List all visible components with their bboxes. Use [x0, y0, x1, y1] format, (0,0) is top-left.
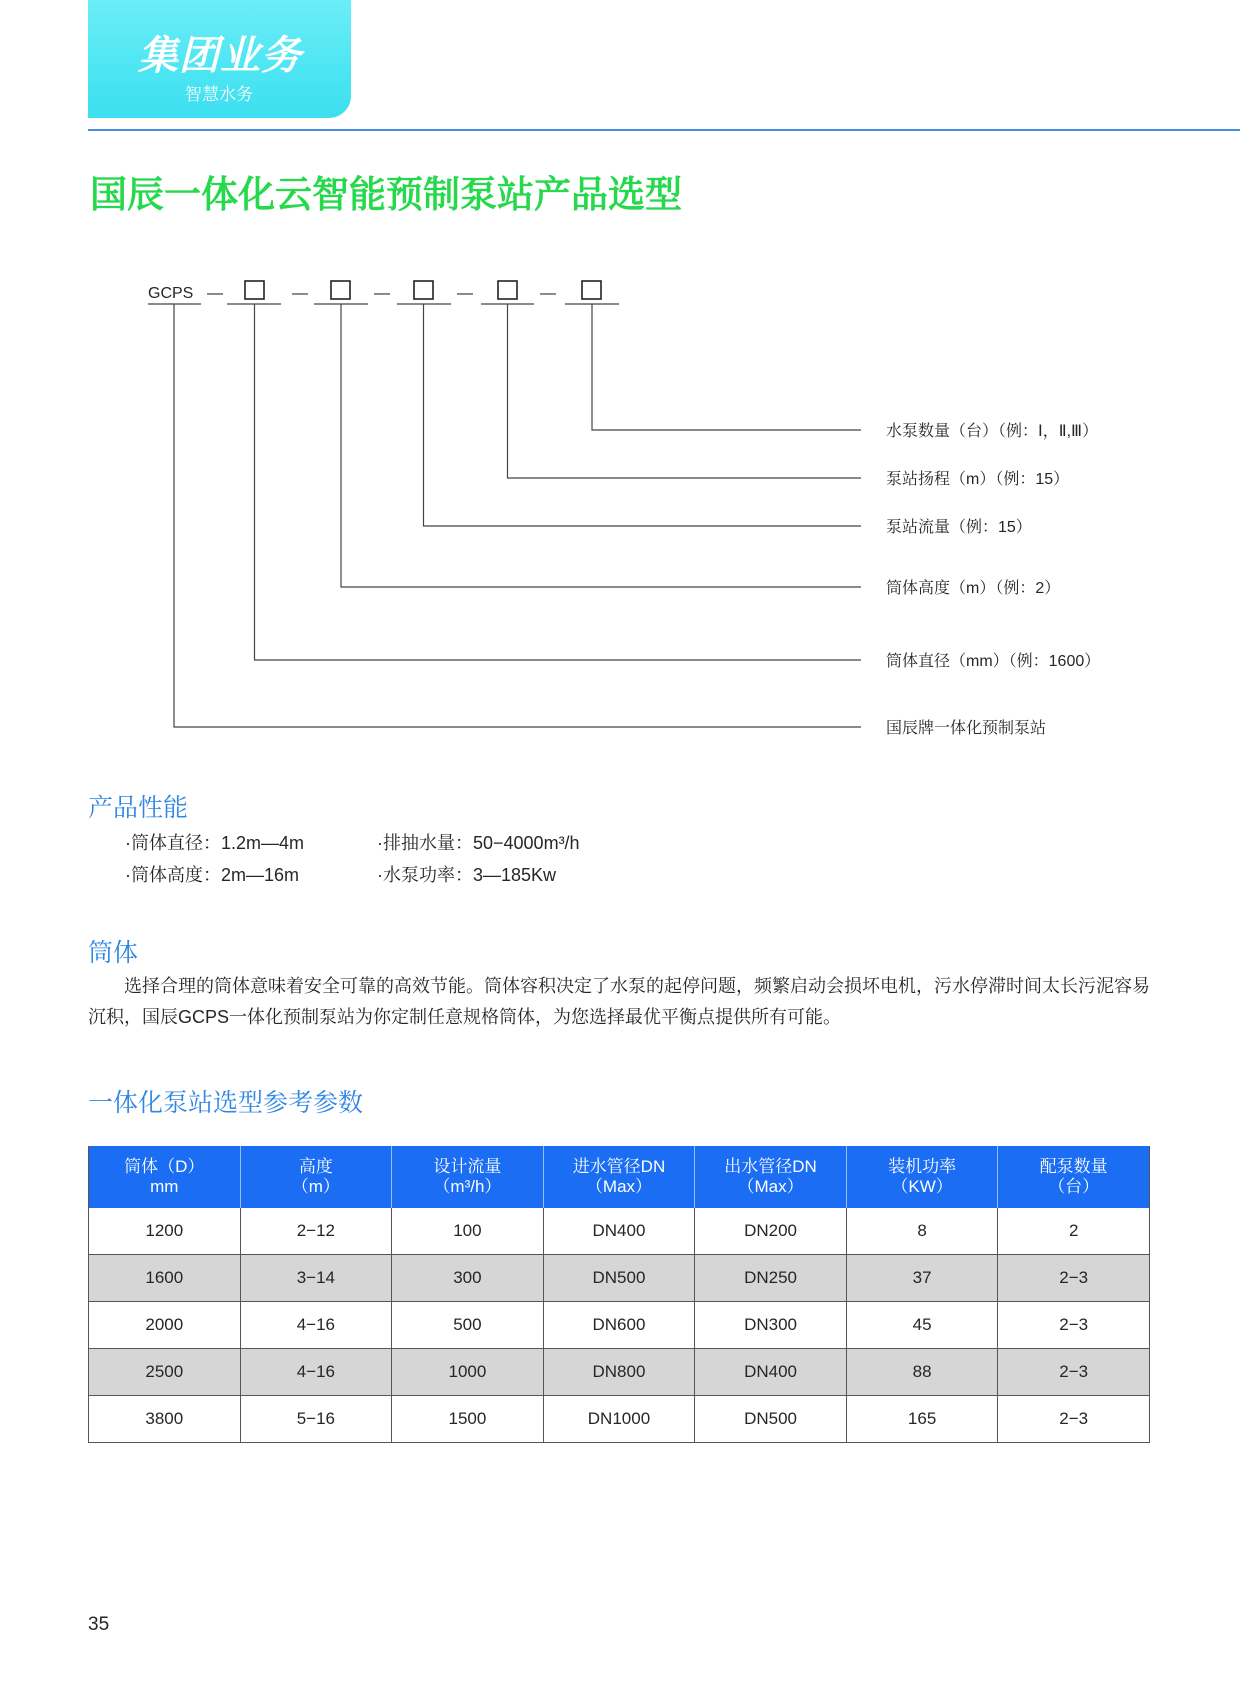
column-header-outlet [695, 1146, 847, 1208]
performance-heading: 产品性能 [88, 794, 189, 822]
column-header-unit: （Max） [737, 1177, 804, 1196]
table-cell: 2−12 [240, 1208, 392, 1255]
column-header-unit: mm [150, 1177, 179, 1196]
leader-line-height [341, 304, 861, 587]
table-cell: DN400 [695, 1349, 847, 1396]
performance-item: ·筒体直径：1.2m—4m [125, 833, 305, 853]
column-header-pumps [998, 1146, 1150, 1208]
code-slot-pump-count [582, 281, 601, 299]
label-flow: 泵站流量（例：15） [886, 519, 1032, 536]
label-height: 筒体高度（m）（例：2） [886, 580, 1061, 597]
code-separator: — [540, 285, 556, 302]
column-header-inlet [543, 1146, 695, 1208]
table-cell: 3−14 [240, 1255, 392, 1302]
column-header-diameter [89, 1146, 241, 1208]
page-number: 35 [88, 1614, 110, 1635]
column-header-unit: （m） [291, 1177, 340, 1196]
leader-line-diameter [255, 304, 862, 660]
leader-line-brand [174, 304, 861, 727]
column-header-flow [392, 1146, 544, 1208]
table-cell: DN1000 [543, 1396, 695, 1443]
section-tab-title: 集团业务 [138, 32, 302, 79]
table-row [89, 1302, 1150, 1349]
table-cell: 500 [392, 1302, 544, 1349]
label-head: 泵站扬程（m）（例：15） [886, 471, 1070, 488]
table-cell: 4−16 [240, 1349, 392, 1396]
page-title: 国辰一体化云智能预制泵站产品选型 [90, 174, 682, 215]
selection-table [88, 1146, 1150, 1443]
column-header-line: 设计流量 [433, 1157, 502, 1176]
column-header-power [846, 1146, 998, 1208]
column-header-line: 配泵数量 [1039, 1157, 1108, 1176]
table-header-row [89, 1146, 1150, 1208]
code-slot-diameter [245, 281, 264, 299]
column-header-unit: （台） [1048, 1177, 1100, 1196]
table-cell: DN300 [695, 1302, 847, 1349]
column-header-line: 进水管径DN [572, 1157, 666, 1176]
table-cell: 1600 [89, 1255, 241, 1302]
table-cell: 2 [998, 1208, 1150, 1255]
code-slot-flow [414, 281, 433, 299]
performance-item: ·筒体高度：2m—16m [125, 865, 300, 885]
table-cell: 4−16 [240, 1302, 392, 1349]
table-cell: 45 [846, 1302, 998, 1349]
performance-item: ·排抽水量：50−4000m³/h [377, 833, 580, 853]
column-header-line: 高度 [298, 1157, 333, 1176]
column-header-unit: （KW） [891, 1177, 953, 1196]
table-cell: DN200 [695, 1208, 847, 1255]
leader-line-head [508, 304, 862, 478]
model-code-diagram [0, 0, 1240, 760]
column-header-height [240, 1146, 392, 1208]
table-cell: DN800 [543, 1349, 695, 1396]
table-row [89, 1396, 1150, 1443]
code-separator: — [374, 285, 390, 302]
table-cell: DN250 [695, 1255, 847, 1302]
performance-item: ·水泵功率：3—185Kw [377, 865, 557, 885]
cylinder-paragraph: 选择合理的筒体意味着安全可靠的高效节能。筒体容积决定了水泵的起停问题，频繁启动会损坏电机，污水停滞时间太长污泥容易沉积，国辰GCPS一体化预制泵站为你定制任意规格筒体，为您选择最优平衡点提供所有可能。 [88, 976, 1150, 1027]
table-cell: 1500 [392, 1396, 544, 1443]
table-cell: 2−3 [998, 1302, 1150, 1349]
table-row [89, 1208, 1150, 1255]
table-cell: 88 [846, 1349, 998, 1396]
code-prefix: GCPS [148, 285, 194, 302]
table-cell: 37 [846, 1255, 998, 1302]
code-slot-head [498, 281, 517, 299]
code-slot-height [331, 281, 350, 299]
code-separator: — [292, 285, 308, 302]
table-cell: 165 [846, 1396, 998, 1443]
column-header-line: 装机功率 [888, 1157, 957, 1176]
label-pump-count: 水泵数量（台）（例：Ⅰ，Ⅱ,Ⅲ） [886, 423, 1099, 440]
code-separator: — [207, 285, 223, 302]
table-cell: DN600 [543, 1302, 695, 1349]
table-cell: 2−3 [998, 1349, 1150, 1396]
table-cell: 100 [392, 1208, 544, 1255]
table-cell: 2−3 [998, 1396, 1150, 1443]
leader-line-flow [424, 304, 862, 526]
section-tab-subtitle: 智慧水务 [185, 85, 253, 104]
table-heading: 一体化泵站选型参考参数 [88, 1089, 364, 1117]
cylinder-heading: 筒体 [88, 939, 139, 967]
table-cell: 1200 [89, 1208, 241, 1255]
table-row [89, 1255, 1150, 1302]
code-separator: — [457, 285, 473, 302]
table-cell: 2−3 [998, 1255, 1150, 1302]
label-brand: 国辰牌一体化预制泵站 [886, 720, 1047, 737]
table-cell: 3800 [89, 1396, 241, 1443]
table-cell: DN500 [695, 1396, 847, 1443]
table-cell: 300 [392, 1255, 544, 1302]
table-cell: DN400 [543, 1208, 695, 1255]
column-header-unit: （Max） [585, 1177, 653, 1196]
table-cell: 1000 [392, 1349, 544, 1396]
column-header-line: 出水管径DN [724, 1157, 817, 1176]
table-cell: DN500 [543, 1255, 695, 1302]
leader-line-pump-count [592, 304, 861, 430]
table-row [89, 1349, 1150, 1396]
table-cell: 2000 [89, 1302, 241, 1349]
column-header-unit: （m³/h） [433, 1177, 502, 1196]
table-cell: 2500 [89, 1349, 241, 1396]
label-diameter: 筒体直径（mm）（例：1600） [886, 653, 1101, 670]
column-header-line: 筒体（D） [124, 1157, 205, 1176]
table-cell: 5−16 [240, 1396, 392, 1443]
table-cell: 8 [846, 1208, 998, 1255]
